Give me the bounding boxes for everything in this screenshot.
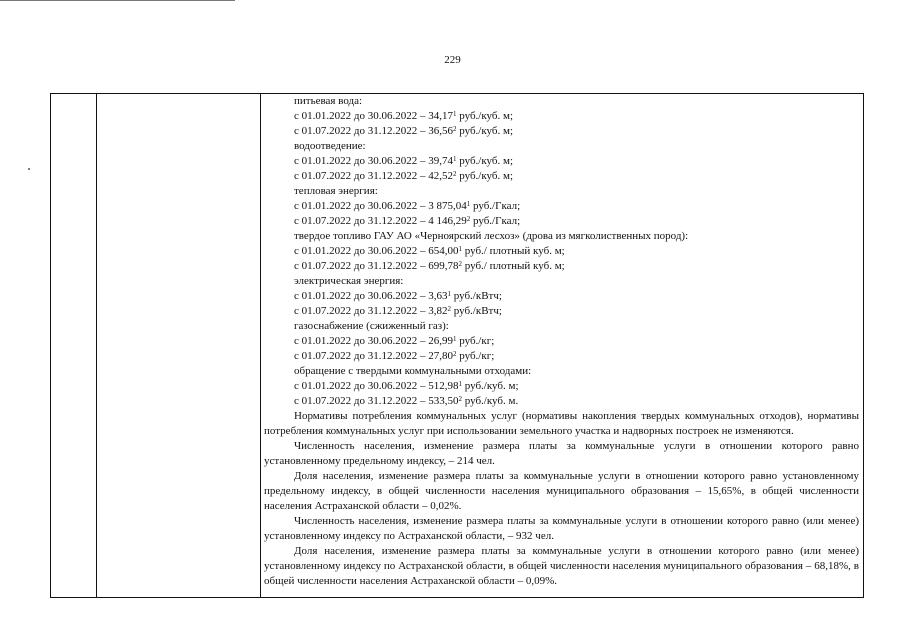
footnote-mark: 2 bbox=[452, 125, 457, 133]
footnote-mark: 2 bbox=[466, 215, 471, 223]
rate-unit: руб./Гкал; bbox=[470, 215, 521, 227]
tariff-label: тепловая энергия: bbox=[294, 185, 378, 197]
footnote-mark: 2 bbox=[458, 395, 462, 403]
footnote-mark: 1 bbox=[452, 155, 457, 163]
paragraph-list bbox=[264, 409, 859, 589]
table-column-name bbox=[96, 94, 261, 597]
rate-unit: руб./куб. м; bbox=[456, 110, 514, 122]
tariff-rate-line bbox=[264, 199, 859, 214]
tariff-rate-line bbox=[264, 349, 859, 364]
footnote-mark: 1 bbox=[466, 200, 471, 208]
rate-period-value: с 01.01.2022 до 30.06.2022 – 3,63 bbox=[294, 290, 448, 302]
document-table bbox=[50, 93, 864, 598]
tariff-rate-line bbox=[264, 124, 859, 139]
rate-period-value: с 01.07.2022 до 31.12.2022 – 4 146,29 bbox=[294, 215, 467, 227]
table-column-number bbox=[51, 94, 97, 597]
tariff-rate-line bbox=[264, 259, 859, 274]
tariff-label: электрическая энергия: bbox=[294, 275, 404, 287]
tariff-rate-line bbox=[264, 154, 859, 169]
footnote-mark: 2 bbox=[447, 305, 451, 313]
rate-unit: руб./кг; bbox=[456, 335, 495, 347]
rate-unit: руб./кВтч; bbox=[450, 305, 502, 317]
tariff-rate-line bbox=[264, 169, 859, 184]
rate-period-value: с 01.07.2022 до 31.12.2022 – 27,80 bbox=[294, 350, 453, 362]
body-paragraph: Доля населения, изменение размера платы за коммунальные услуги в отношении которого равно (или менее) установленному индексу по Астраханской области, в общей численности населения муниципального образования – 68,18%, в общей численности населения Астраханской области – 0,09%. bbox=[264, 545, 859, 587]
tariff-rate-line bbox=[264, 394, 859, 409]
rate-period-value: с 01.01.2022 до 30.06.2022 – 26,99 bbox=[294, 335, 453, 347]
rate-unit: руб./ плотный куб. м; bbox=[461, 245, 565, 257]
footnote-mark: 1 bbox=[447, 290, 451, 298]
tariff-rate-line bbox=[264, 379, 859, 394]
tariff-label: обращение с твердыми коммунальными отходами: bbox=[294, 365, 532, 377]
rate-period-value: с 01.01.2022 до 30.06.2022 – 512,98 bbox=[294, 380, 459, 392]
body-paragraph: Численность населения, изменение размера платы за коммунальные услуги в отношении которого равно (или менее) установленному индексу по Астраханской области, – 932 чел. bbox=[264, 515, 859, 542]
tariff-rate-line bbox=[264, 334, 859, 349]
tariff-rate-line bbox=[264, 244, 859, 259]
page-number: 229 bbox=[444, 54, 461, 66]
footnote-mark: 1 bbox=[458, 380, 462, 388]
tariff-rate-line bbox=[264, 214, 859, 229]
rate-unit: руб./Гкал; bbox=[470, 200, 521, 212]
tariff-label: твердое топливо ГАУ АО «Черноярский лесхоз» (дрова из мягколиственных пород): bbox=[294, 230, 689, 242]
rate-period-value: с 01.01.2022 до 30.06.2022 – 3 875,04 bbox=[294, 200, 467, 212]
rate-period-value: с 01.01.2022 до 30.06.2022 – 654,00 bbox=[294, 245, 459, 257]
rate-period-value: с 01.07.2022 до 31.12.2022 – 36,56 bbox=[294, 125, 453, 137]
rate-unit: руб./куб. м; bbox=[456, 170, 514, 182]
body-paragraph: Численность населения, изменение размера платы за коммунальные услуги в отношении которого равно установленному предельному индексу, – 214 чел. bbox=[264, 440, 859, 467]
tariff-label: питьевая вода: bbox=[294, 95, 363, 107]
footnote-mark: 1 bbox=[452, 335, 457, 343]
rate-period-value: с 01.07.2022 до 31.12.2022 – 533,50 bbox=[294, 395, 459, 407]
body-paragraph: Доля населения, изменение размера платы за коммунальные услуги в отношении которого равно установленному предельному индексу, в общей численности населения муниципального образования – 15,65%, в общей численности населения Астраханской области – 0,02%. bbox=[264, 470, 859, 512]
rate-unit: руб./кВтч; bbox=[450, 290, 502, 302]
rate-period-value: с 01.07.2022 до 31.12.2022 – 42,52 bbox=[294, 170, 453, 182]
tariff-rate-line bbox=[264, 289, 859, 304]
body-paragraph: Нормативы потребления коммунальных услуг (нормативы накопления твердых коммунальных отходов), нормативы потребления коммунальных услуг при использовании земельного участка и надворных построек не изменяются. bbox=[264, 410, 859, 437]
rate-unit: руб./куб. м; bbox=[456, 125, 514, 137]
rate-unit: руб./куб. м. bbox=[461, 395, 519, 407]
tariff-rate-line bbox=[264, 304, 859, 319]
header-rule bbox=[0, 0, 235, 1]
footnote-mark: 1 bbox=[452, 110, 457, 118]
rate-period-value: с 01.07.2022 до 31.12.2022 – 699,78 bbox=[294, 260, 459, 272]
table-cell-content bbox=[260, 94, 859, 597]
footnote-mark: 2 bbox=[452, 170, 457, 178]
rate-unit: руб./ плотный куб. м; bbox=[461, 260, 565, 272]
rate-period-value: с 01.01.2022 до 30.06.2022 – 39,74 bbox=[294, 155, 453, 167]
rate-unit: руб./куб. м; bbox=[456, 155, 514, 167]
rate-unit: руб./кг; bbox=[456, 350, 495, 362]
rate-period-value: с 01.07.2022 до 31.12.2022 – 3,82 bbox=[294, 305, 448, 317]
footnote-mark: 2 bbox=[452, 350, 457, 358]
scan-speck bbox=[28, 168, 30, 170]
footnote-mark: 1 bbox=[458, 245, 462, 253]
rate-period-value: с 01.01.2022 до 30.06.2022 – 34,17 bbox=[294, 110, 453, 122]
tariff-list bbox=[264, 94, 859, 409]
tariff-label: водоотведение: bbox=[294, 140, 366, 152]
tariff-label: газоснабжение (сжиженный газ): bbox=[294, 320, 449, 332]
rate-unit: руб./куб. м; bbox=[461, 380, 519, 392]
tariff-rate-line bbox=[264, 109, 859, 124]
footnote-mark: 2 bbox=[458, 260, 462, 268]
